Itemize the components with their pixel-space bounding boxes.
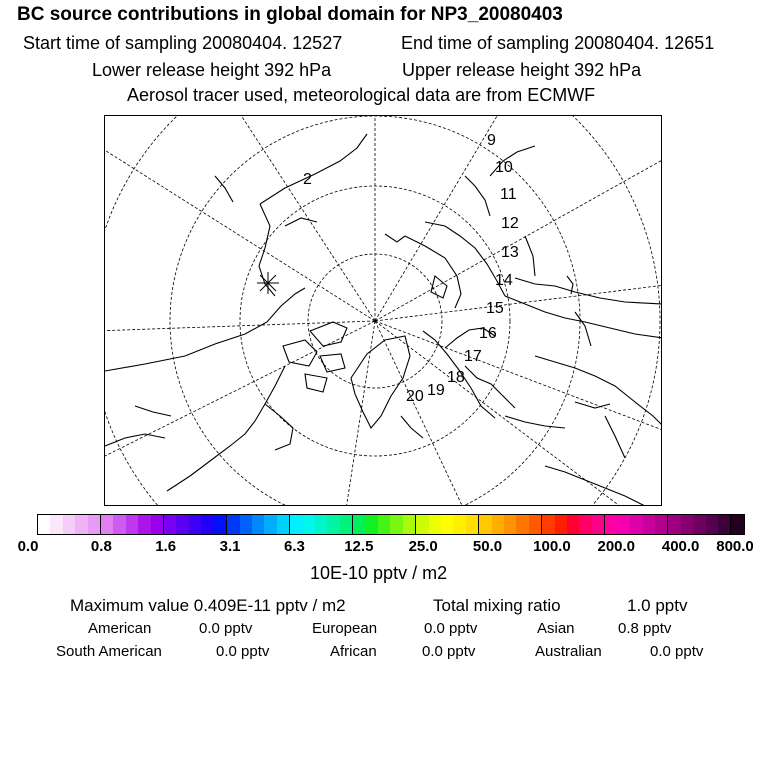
- color-scale-cell: [390, 515, 402, 534]
- color-scale-cell: [240, 515, 252, 534]
- color-scale-tick-label: 0.0: [17, 538, 39, 555]
- color-scale-cell: [681, 515, 693, 534]
- maximum-value: Maximum value 0.409E-11 pptv / m2: [70, 596, 346, 615]
- region-label-european: European: [312, 620, 378, 637]
- color-scale-cell: [164, 515, 176, 534]
- trajectory-marker-16: 16: [479, 325, 497, 342]
- color-scale-cell: [718, 515, 731, 534]
- color-scale-cell: [516, 515, 528, 534]
- color-scale-cell: [303, 515, 315, 534]
- region-label-asian: Asian: [537, 620, 575, 637]
- color-scale-cell: [277, 515, 290, 534]
- color-scale-cell: [101, 515, 113, 534]
- trajectory-marker-11: 11: [500, 186, 517, 203]
- color-scale-tick-label: 25.0: [408, 538, 438, 555]
- upper-release-height: Upper release height 392 hPa: [402, 60, 642, 80]
- trajectory-marker-9: 9: [487, 132, 496, 149]
- color-scale-cell: [655, 515, 668, 534]
- color-scale-tick-label: 50.0: [472, 538, 503, 555]
- trajectory-marker-20: 20: [406, 388, 424, 405]
- color-scale-cell: [63, 515, 75, 534]
- end-time-label: End time of sampling 20080404. 12651: [401, 33, 715, 53]
- color-scale-cell: [227, 515, 239, 534]
- color-scale-cell: [126, 515, 138, 534]
- color-scale-tick-label: 12.5: [344, 538, 374, 555]
- color-scale-cell: [630, 515, 642, 534]
- lower-release-height: Lower release height 392 hPa: [92, 60, 332, 80]
- region-value-australian: 0.0 pptv: [650, 643, 704, 660]
- trajectory-marker-15: 15: [486, 300, 504, 317]
- trajectory-marker-12: 12: [501, 215, 519, 232]
- total-mixing-label: Total mixing ratio: [433, 596, 561, 615]
- color-scale-cell: [453, 515, 465, 534]
- meridian: [375, 321, 662, 434]
- color-scale-cell: [668, 515, 680, 534]
- star-icon: [257, 272, 279, 294]
- color-scale-cell: [151, 515, 164, 534]
- color-scale-cell: [75, 515, 87, 534]
- color-scale-cell: [529, 515, 542, 534]
- color-scale-cell: [138, 515, 150, 534]
- color-scale-cell: [441, 515, 453, 534]
- color-scale-cell: [555, 515, 567, 534]
- color-scale-cell: [605, 515, 617, 534]
- color-scale-cell: [466, 515, 479, 534]
- trajectory-marker-14: 14: [495, 272, 513, 289]
- color-scale-cell: [592, 515, 605, 534]
- color-scale-cell: [176, 515, 188, 534]
- color-scale-bar: [37, 514, 745, 535]
- color-scale-cell: [315, 515, 327, 534]
- color-scale-cell: [50, 515, 62, 534]
- graticule: [105, 116, 662, 506]
- color-scale-cell: [403, 515, 416, 534]
- color-scale-cell: [38, 515, 50, 534]
- coastlines: [105, 134, 662, 506]
- color-scale-tick-label: 100.0: [533, 538, 571, 555]
- region-value-south-american: 0.0 pptv: [216, 643, 270, 660]
- region-label-african: African: [330, 643, 377, 660]
- color-scale-cell: [327, 515, 339, 534]
- color-scale-cell: [542, 515, 554, 534]
- meridian: [375, 116, 503, 321]
- region-label-australian: Australian: [535, 643, 602, 660]
- color-scale-tick-label: 200.0: [597, 538, 636, 555]
- total-mixing-value: 1.0 pptv: [627, 596, 688, 615]
- trajectory-marker-17: 17: [464, 348, 482, 365]
- color-scale-cell: [504, 515, 516, 534]
- color-scale-tick-label: 400.0: [661, 538, 700, 555]
- aerosol-info-line: Aerosol tracer used, meteorological data are from ECMWF: [127, 85, 596, 105]
- color-scale-cell: [353, 515, 365, 534]
- color-scale-cell: [643, 515, 655, 534]
- color-scale-cell: [113, 515, 125, 534]
- color-scale-cell: [290, 515, 302, 534]
- trajectory-marker-13: 13: [501, 244, 519, 261]
- color-scale-cell: [693, 515, 705, 534]
- latitude-circle-50: [105, 116, 660, 506]
- color-scale-cell: [378, 515, 390, 534]
- color-scale-cell: [416, 515, 428, 534]
- region-label-american: American: [88, 620, 152, 637]
- map-title: BC source contributions in global domain for NP3_20080403: [17, 4, 563, 25]
- meridian: [375, 321, 467, 506]
- region-label-south-american: South American: [56, 643, 162, 660]
- color-scale-cell: [567, 515, 579, 534]
- color-scale-tick-label: 800.0: [716, 538, 754, 555]
- color-scale-cell: [252, 515, 264, 534]
- color-scale-cell: [214, 515, 227, 534]
- color-scale-cell: [264, 515, 276, 534]
- trajectory-markers: [303, 132, 519, 405]
- meridian: [375, 284, 662, 321]
- meridian: [375, 321, 633, 506]
- meridian: [345, 321, 375, 506]
- trajectory-marker-18: 18: [447, 369, 465, 386]
- color-scale-cell: [340, 515, 353, 534]
- polar-map: [104, 115, 662, 506]
- color-scale-units: 10E-10 pptv / m2: [310, 563, 448, 583]
- color-scale-cell: [189, 515, 201, 534]
- region-value-african: 0.0 pptv: [422, 643, 476, 660]
- color-scale-tick-label: 0.8: [90, 538, 112, 555]
- region-value-american: 0.0 pptv: [199, 620, 253, 637]
- color-scale-cell: [88, 515, 101, 534]
- color-scale-cell: [479, 515, 491, 534]
- color-scale-cell: [492, 515, 504, 534]
- color-scale-cell: [429, 515, 441, 534]
- meridian: [375, 154, 662, 321]
- color-scale-tick-label: 1.6: [155, 538, 177, 555]
- color-scale-cell: [201, 515, 213, 534]
- color-scale-cell: [579, 515, 591, 534]
- region-value-european: 0.0 pptv: [424, 620, 478, 637]
- trajectory-marker-19: 19: [427, 382, 445, 399]
- meridian: [105, 321, 375, 461]
- meridian: [105, 144, 375, 321]
- color-scale-tick-label: 3.1: [219, 538, 241, 555]
- color-scale-cell: [706, 515, 718, 534]
- trajectory-marker-10: 10: [495, 159, 513, 176]
- trajectory-marker-2: 2: [303, 171, 312, 188]
- color-scale-cell: [731, 515, 743, 534]
- region-value-asian: 0.8 pptv: [618, 620, 672, 637]
- color-scale-tick-label: 6.3: [284, 538, 305, 555]
- polar-map-svg: [105, 116, 662, 506]
- color-scale-cell: [366, 515, 378, 534]
- start-time-label: Start time of sampling 20080404. 12527: [23, 33, 343, 53]
- color-scale-cell: [618, 515, 630, 534]
